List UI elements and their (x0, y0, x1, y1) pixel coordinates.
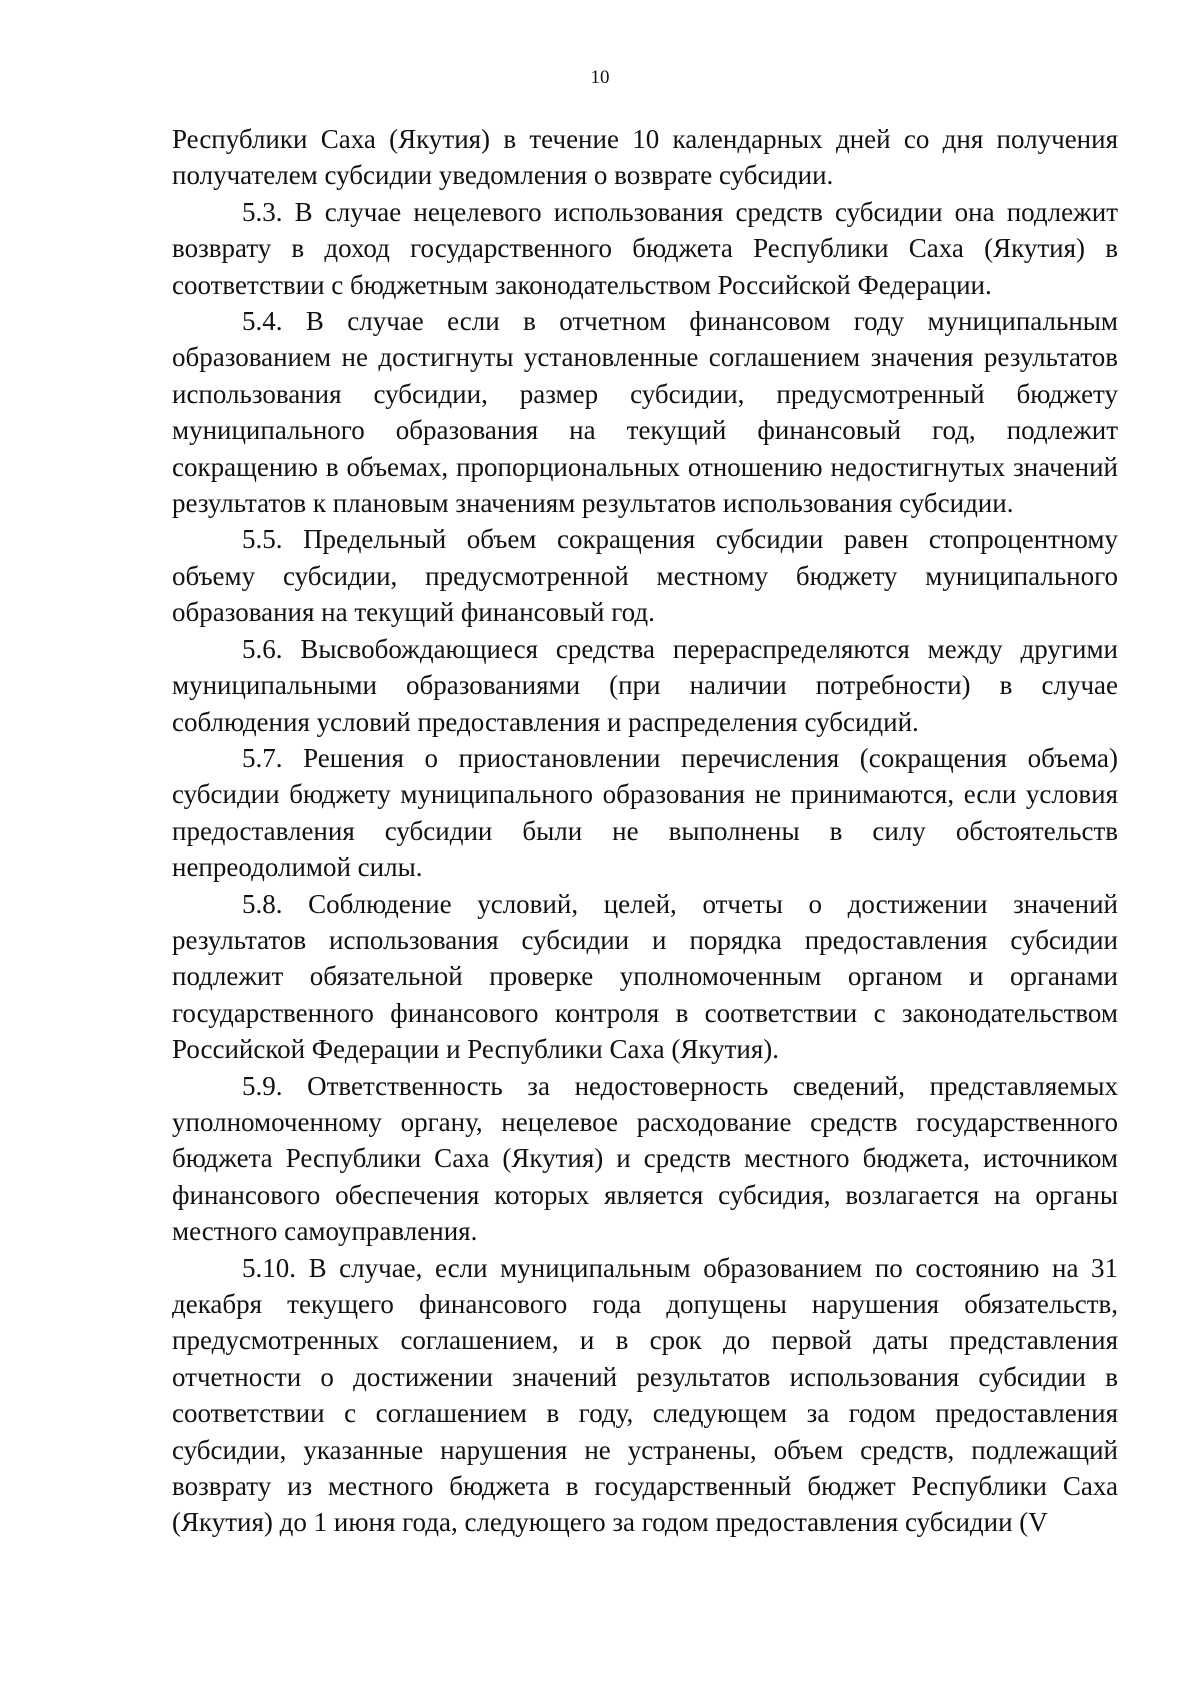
page-number: 10 (590, 67, 610, 88)
paragraph-5-3: 5.3. В случае нецелевого использования средств субсидии она подлежит возврату в доход государственного бюджета Республики Саха (Якутия) в соответствии с бюджетным законодательством Российской Федерации. (172, 196, 1118, 300)
paragraph-5-7: 5.7. Решения о приостановлении перечисления (сокращения объема) субсидии бюджету муниципального образования не принимаются, если условия предоставления субсидии были не выполнены в силу обстоятельств непреодолимой силы. (172, 742, 1118, 883)
paragraph-5-4: 5.4. В случае если в отчетном финансовом году муниципальным образованием не достигнуты установленные соглашением значения результатов использования субсидии, размер субсидии, предусмотренный бюджету муниципального образования на текущий финансовый год, подлежит сокращению в объемах, пропорциональных отношению недостигнутых значений результатов к плановым значениям результатов использования субсидии. (172, 306, 1118, 519)
paragraph-5-6: 5.6. Высвобождающиеся средства перераспределяются между другими муниципальными образованиями (при наличии потребности) в случае соблюдения условий предоставления и распределения субсидий. (172, 633, 1118, 737)
paragraph-continuation: Республики Саха (Якутия) в течение 10 календарных дней со дня получения получателем субсидии уведомления о возврате субсидии. (172, 124, 1118, 191)
paragraph-5-5: 5.5. Предельный объем сокращения субсидии равен стопроцентному объему субсидии, предусмотренной местному бюджету муниципального образования на текущий финансовый год. (172, 524, 1118, 628)
paragraph-5-9: 5.9. Ответственность за недостоверность сведений, представляемых уполномоченному органу, нецелевое расходование средств государственного бюджета Республики Саха (Якутия) и средств местного бюджета, источником финансового обеспечения которых является субсидия, возлагается на органы местного самоуправления. (172, 1070, 1118, 1247)
paragraph-5-10: 5.10. В случае, если муниципальным образованием по состоянию на 31 декабря текущего финансового года допущены нарушения обязательств, предусмотренных соглашением, и в срок до первой даты представления отчетности о достижении значений результатов использования субсидии в соответствии с соглашением в году, следующем за годом предоставления субсидии, указанные нарушения не устранены, объем средств, подлежащий возврату из местного бюджета в государственный бюджет Республики Саха (Якутия) до 1 июня года, следующего за годом предоставления субсидии (V (172, 1252, 1118, 1538)
paragraph-5-8: 5.8. Соблюдение условий, целей, отчеты о достижении значений результатов использования субсидии и порядка предоставления субсидии подлежит обязательной проверке уполномоченным органом и органами государственного финансового контроля в соответствии с законодательством Российской Федерации и Республики Саха (Якутия). (172, 888, 1118, 1065)
document-body (172, 121, 1118, 1541)
